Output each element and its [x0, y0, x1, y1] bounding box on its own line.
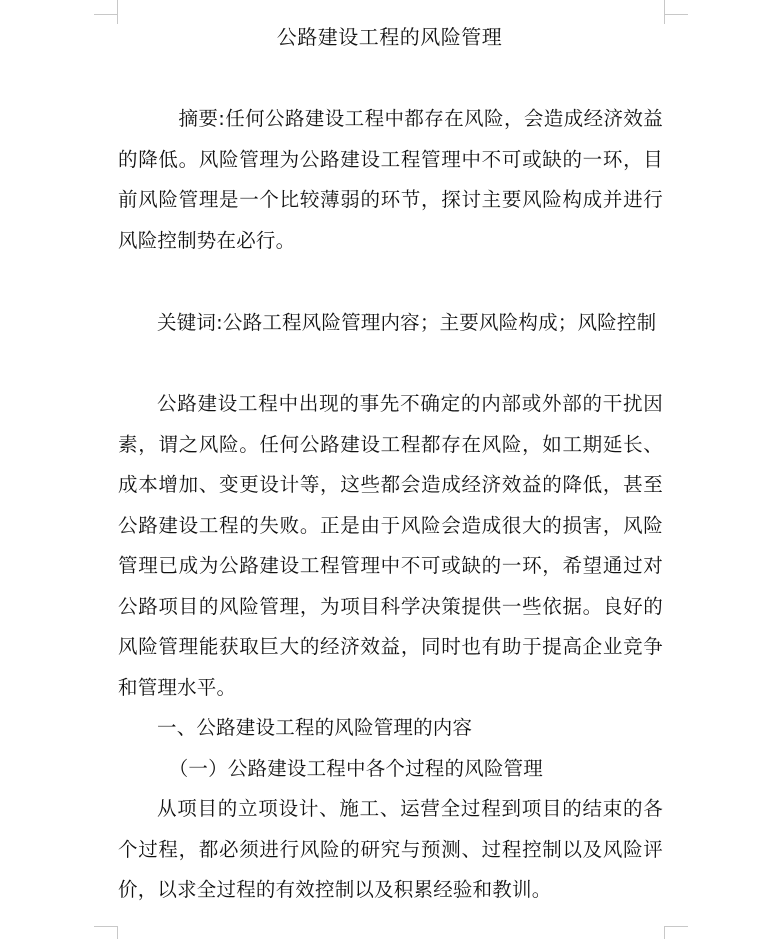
- abstract-paragraph: 摘要:任何公路建设工程中都存在风险，会造成经济效益的降低。风险管理为公路建设工程管理中不可或缺的一环，目前风险管理是一个比较薄弱的环节，探讨主要风险构成并进行风险控制势在必行。: [118, 107, 663, 252]
- crop-mark-top-right-v: [664, 0, 665, 24]
- crop-mark-bottom-right-v: [664, 926, 665, 939]
- keywords-paragraph: 关键词:公路工程风险管理内容；主要风险构成；风险控制: [157, 311, 657, 334]
- crop-mark-bottom-left-v: [117, 926, 118, 939]
- body-paragraph-2: 从项目的立项设计、施工、运营全过程到项目的结束的各个过程，都必须进行风险的研究与预测、过程控制以及风险评价，以求全过程的有效控制以及积累经验和教训。: [118, 797, 663, 901]
- crop-mark-top-right-h: [664, 14, 688, 15]
- abstract-block: [118, 99, 663, 261]
- crop-mark-bottom-right-h: [664, 926, 688, 927]
- crop-mark-bottom-left-h: [94, 926, 118, 927]
- subsection-heading-1-1: （一）公路建设工程中各个过程的风险管理: [168, 756, 543, 780]
- section-heading-1: 一、公路建设工程的风险管理的内容: [157, 716, 473, 739]
- main-body: [118, 384, 663, 911]
- body-paragraph-1: 公路建设工程中出现的事先不确定的内部或外部的干扰因素，谓之风险。任何公路建设工程都存在风险，如工期延长、成本增加、变更设计等，这些都会造成经济效益的降低，甚至公路建设工程的失败。正是由于风险会造成很大的损害，风险管理已成为公路建设工程管理中不可或缺的一环，希望通过对公路项目的风险管理，为项目科学决策提供一些依据。良好的风险管理能获取巨大的经济效益，同时也有助于提高企业竞争和管理水平。: [118, 392, 663, 699]
- keywords-block: [118, 303, 663, 344]
- crop-mark-top-left-h: [94, 14, 118, 15]
- crop-mark-top-left-v: [117, 0, 118, 24]
- document-title: 公路建设工程的风险管理: [276, 25, 503, 49]
